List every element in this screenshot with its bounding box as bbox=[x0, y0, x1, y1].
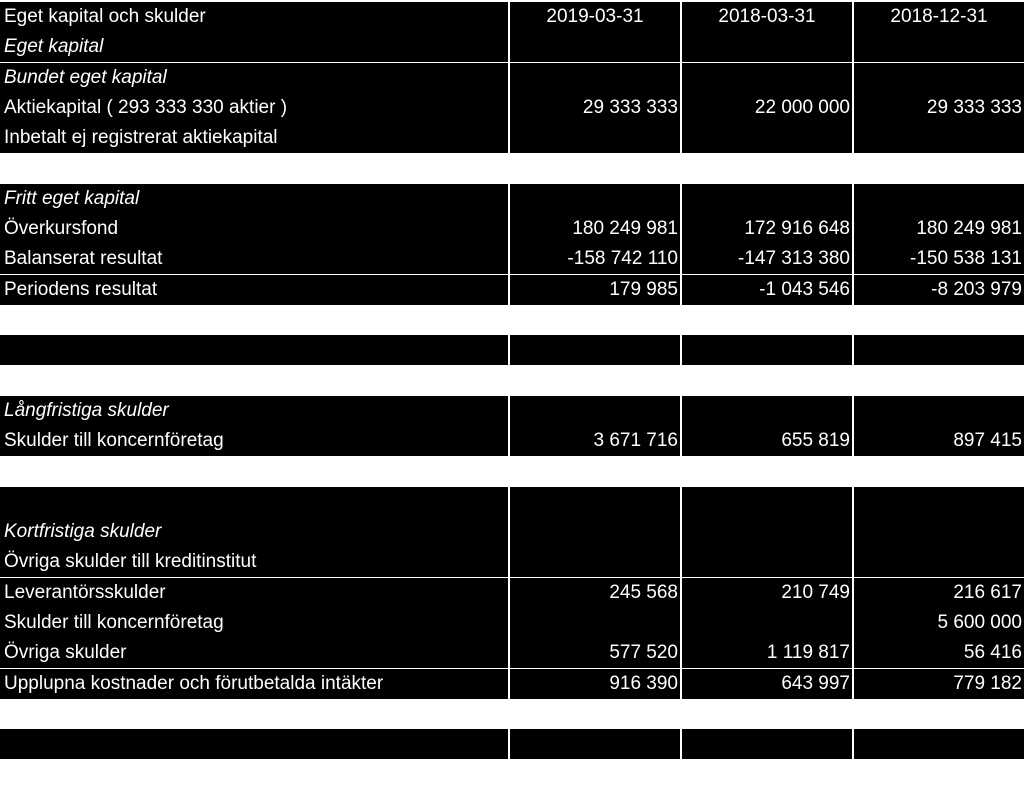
row-label: Fritt eget kapital bbox=[0, 184, 508, 214]
table-row bbox=[0, 608, 1024, 638]
row-value-col-3 bbox=[854, 32, 1024, 62]
row-value-col-3 bbox=[854, 335, 1024, 365]
row-value-col-2 bbox=[682, 396, 852, 426]
row-label: Upplupna kostnader och förutbetalda intäkter bbox=[0, 669, 508, 699]
row-label bbox=[0, 335, 508, 365]
row-value-col-3: 779 182 bbox=[854, 669, 1024, 699]
header-col-2018-12-31: 2018-12-31 bbox=[854, 2, 1024, 32]
table-header-row bbox=[0, 2, 1024, 32]
row-label: Överkursfond bbox=[0, 214, 508, 244]
row-value-col-3 bbox=[854, 547, 1024, 577]
row-value-col-1 bbox=[510, 729, 680, 759]
row-value-col-2 bbox=[682, 32, 852, 62]
header-col-2018-03-31: 2018-03-31 bbox=[682, 2, 852, 32]
row-value-col-3 bbox=[854, 184, 1024, 214]
table-row bbox=[0, 123, 1024, 153]
row-value-col-2: 655 819 bbox=[682, 426, 852, 456]
row-label: Aktiekapital ( 293 333 330 aktier ) bbox=[0, 93, 508, 123]
spacer-row bbox=[0, 154, 1024, 184]
row-value-col-2 bbox=[682, 729, 852, 759]
row-value-col-2 bbox=[682, 184, 852, 214]
row-value-col-2 bbox=[682, 63, 852, 93]
row-value-col-2 bbox=[682, 517, 852, 547]
row-value-col-2: 210 749 bbox=[682, 578, 852, 608]
row-label: Skulder till koncernföretag bbox=[0, 426, 508, 456]
row-value-col-1 bbox=[510, 517, 680, 547]
table-row bbox=[0, 93, 1024, 123]
row-value-col-1 bbox=[510, 184, 680, 214]
row-value-col-2 bbox=[682, 487, 852, 517]
row-value-col-2 bbox=[682, 547, 852, 577]
row-value-col-1 bbox=[510, 547, 680, 577]
table-row bbox=[0, 184, 1024, 214]
row-label: Periodens resultat bbox=[0, 275, 508, 305]
row-value-col-1 bbox=[510, 63, 680, 93]
header-label: Eget kapital och skulder bbox=[0, 2, 508, 32]
row-value-col-3: 5 600 000 bbox=[854, 608, 1024, 638]
row-value-col-1: 29 333 333 bbox=[510, 93, 680, 123]
row-value-col-3 bbox=[854, 517, 1024, 547]
table-row bbox=[0, 426, 1024, 456]
row-value-col-3: 216 617 bbox=[854, 578, 1024, 608]
row-value-col-2: -147 313 380 bbox=[682, 244, 852, 274]
row-value-col-1: 245 568 bbox=[510, 578, 680, 608]
table-row bbox=[0, 487, 1024, 517]
row-value-col-3 bbox=[854, 396, 1024, 426]
header-col-2019-03-31: 2019-03-31 bbox=[510, 2, 680, 32]
table-row bbox=[0, 275, 1024, 305]
table-row bbox=[0, 214, 1024, 244]
table-row bbox=[0, 244, 1024, 274]
row-value-col-3 bbox=[854, 729, 1024, 759]
row-label: Långfristiga skulder bbox=[0, 396, 508, 426]
row-value-col-1: 577 520 bbox=[510, 638, 680, 668]
row-value-col-3: 29 333 333 bbox=[854, 93, 1024, 123]
spacer-row bbox=[0, 457, 1024, 487]
table-row bbox=[0, 638, 1024, 668]
row-value-col-2 bbox=[682, 335, 852, 365]
table-row bbox=[0, 578, 1024, 608]
row-label: Leverantörsskulder bbox=[0, 578, 508, 608]
table-row bbox=[0, 335, 1024, 365]
table-row bbox=[0, 396, 1024, 426]
table-row bbox=[0, 669, 1024, 699]
row-value-col-2: 22 000 000 bbox=[682, 93, 852, 123]
table-row bbox=[0, 547, 1024, 577]
row-value-col-2 bbox=[682, 123, 852, 153]
row-value-col-2 bbox=[682, 608, 852, 638]
row-label: Bundet eget kapital bbox=[0, 63, 508, 93]
row-value-col-1 bbox=[510, 32, 680, 62]
spacer-row bbox=[0, 366, 1024, 396]
spacer-row bbox=[0, 699, 1024, 729]
row-value-col-1 bbox=[510, 123, 680, 153]
row-label: Eget kapital bbox=[0, 32, 508, 62]
row-value-col-2: 1 119 817 bbox=[682, 638, 852, 668]
row-label: Kortfristiga skulder bbox=[0, 517, 508, 547]
row-label: Övriga skulder bbox=[0, 638, 508, 668]
row-label bbox=[0, 487, 508, 517]
row-value-col-3: 56 416 bbox=[854, 638, 1024, 668]
table-row bbox=[0, 63, 1024, 93]
row-value-col-1 bbox=[510, 487, 680, 517]
row-value-col-1 bbox=[510, 396, 680, 426]
row-value-col-1: 180 249 981 bbox=[510, 214, 680, 244]
row-value-col-1: -158 742 110 bbox=[510, 244, 680, 274]
row-label: Balanserat resultat bbox=[0, 244, 508, 274]
row-value-col-1: 3 671 716 bbox=[510, 426, 680, 456]
table-row bbox=[0, 729, 1024, 759]
row-value-col-1: 179 985 bbox=[510, 275, 680, 305]
row-value-col-2: 643 997 bbox=[682, 669, 852, 699]
row-value-col-3: 897 415 bbox=[854, 426, 1024, 456]
table-row bbox=[0, 32, 1024, 62]
row-label: Inbetalt ej registrerat aktiekapital bbox=[0, 123, 508, 153]
row-value-col-3: -8 203 979 bbox=[854, 275, 1024, 305]
row-value-col-2: 172 916 648 bbox=[682, 214, 852, 244]
spacer-row bbox=[0, 305, 1024, 335]
row-value-col-1 bbox=[510, 608, 680, 638]
row-value-col-3 bbox=[854, 123, 1024, 153]
row-value-col-3 bbox=[854, 487, 1024, 517]
row-value-col-1 bbox=[510, 335, 680, 365]
row-label: Övriga skulder till kreditinstitut bbox=[0, 547, 508, 577]
row-value-col-3: 180 249 981 bbox=[854, 214, 1024, 244]
row-label: Skulder till koncernföretag bbox=[0, 608, 508, 638]
row-label bbox=[0, 729, 508, 759]
row-value-col-2: -1 043 546 bbox=[682, 275, 852, 305]
row-value-col-1: 916 390 bbox=[510, 669, 680, 699]
row-value-col-3 bbox=[854, 63, 1024, 93]
row-value-col-3: -150 538 131 bbox=[854, 244, 1024, 274]
table-row bbox=[0, 517, 1024, 547]
